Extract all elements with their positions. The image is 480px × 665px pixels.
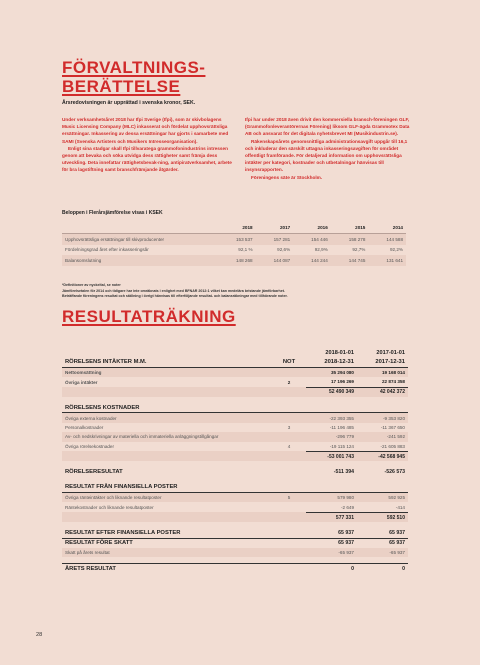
- period2-start: 2017-01-01: [376, 349, 405, 356]
- value-2018: -65 937: [306, 548, 357, 557]
- table-row: [62, 234, 406, 245]
- value-2017: -414: [395, 504, 405, 510]
- page-number: 28: [36, 632, 43, 638]
- currency-note: Årsredovisningen är upprättad i svenska kronor, SEK.: [62, 100, 196, 106]
- value-2017: 65 937: [389, 540, 405, 547]
- value-2017: 19 168 014: [357, 367, 408, 377]
- year-header: 2016: [293, 222, 331, 234]
- financial-total-2018: 577 331: [306, 512, 357, 522]
- value-2018: -511 394: [333, 468, 354, 475]
- value-2018: -11 196 485: [329, 424, 354, 430]
- empty-cell: [62, 348, 272, 357]
- value-2018: 65 937: [338, 540, 354, 547]
- row-label: Övriga externa kostnader: [62, 413, 272, 423]
- value-2018: 65 937: [306, 528, 357, 538]
- cell: 144 244: [293, 255, 331, 266]
- intro-paragraph: Under verksamhetsåret 2018 har Ifpi Sverige (Ifpi), som är skivbolagens Music Licensing Company (MLC) inkasserat och fördelat upphovsrättsliga ersättningar. Inkassering av dessa ersättningar har gjorts i samarbete med SAMI (Svenska Artisters och Musikers Intresseorganisation).: [62, 117, 229, 144]
- value-2017: -21 605 883: [380, 443, 405, 449]
- empty-cell: [272, 451, 306, 461]
- value-2017: 592 925: [357, 493, 408, 503]
- subtotal-row: [62, 451, 408, 461]
- note-ref: [272, 432, 306, 441]
- revenue-total-2018: 52 490 349: [306, 387, 357, 397]
- cell: 131 641: [368, 255, 406, 266]
- table-header-row: [62, 222, 406, 234]
- value-2017: 65 937: [357, 528, 408, 538]
- intro-paragraph: Räkenskapsårets genomsnittliga administrationsavgift uppgår till 16,1 och inkluderar den särskilt uttagna inkasseringsavgiften för området offentligt framförande. För detaljerad information om upphovsrättsliga intäkter per kategori, kostnader och utbetalningar hänvisas till insynsrapporten.: [245, 138, 408, 173]
- empty-cell: [272, 548, 306, 557]
- title-line-1: FÖRVALTNINGS-: [62, 58, 206, 77]
- cell: 154 446: [293, 234, 331, 245]
- intro-right-column: [245, 116, 415, 181]
- result-before-tax-row: [62, 538, 408, 548]
- value-2017: 22 874 358: [382, 379, 405, 385]
- value-2018: 17 196 269: [331, 379, 354, 385]
- table-row: [62, 423, 408, 432]
- period-end-row: [62, 357, 408, 367]
- cost-total-2018: -53 001 743: [306, 451, 357, 461]
- cell: 148 268: [218, 255, 256, 266]
- value-2018: -22 393 355: [306, 413, 357, 423]
- row-label: Räntekostnader och liknande resultatposter: [65, 504, 154, 510]
- value-2017: -526 573: [384, 468, 405, 475]
- subtotal-row: [62, 387, 408, 397]
- row-label: RÖRELSERESULTAT: [65, 468, 123, 475]
- footnote: *Definitioner av nyckeltal, se noter: [62, 283, 121, 287]
- year-header: 2015: [331, 222, 369, 234]
- empty-cell: [272, 528, 306, 538]
- note-ref: 5: [272, 493, 306, 503]
- note-ref: 2: [287, 379, 291, 385]
- section-heading-row: [62, 483, 408, 493]
- note-ref: 4: [287, 443, 291, 449]
- value-2017: -9 353 820: [357, 413, 408, 423]
- intro-paragraph: Ifpi har under 2018 även drivit den kommersiella bransch-föreningen GLF, (Grammofonleverantörernas Förening) liksom GLF-ägda Grammotex Data AB och ansvarat för det digitala nyhetsbrevet MI (Musikindustrin.se).: [245, 117, 410, 137]
- row-label: RESULTAT FÖRE SKATT: [65, 540, 133, 547]
- result-after-financial-row: [62, 528, 408, 538]
- footnote: Jämförelsetalen för 2014 och tidigare har inte omräknats i enlighet med BFNAR 2012:1 vilket kan medelära bristande jämförbarhet.: [62, 288, 285, 293]
- cell: 92,9%: [293, 245, 331, 256]
- costs-heading: RÖRELSENS KOSTNADER: [62, 403, 408, 413]
- row-label: Balansomslutning: [62, 255, 218, 266]
- value-2017: 0: [357, 564, 408, 574]
- revenue-total-2017: 42 042 372: [357, 387, 408, 397]
- empty-cell: [272, 538, 306, 548]
- empty-cell: [62, 512, 272, 522]
- value-2017: -241 592: [357, 432, 408, 441]
- cell: 92,2%: [368, 245, 406, 256]
- table-row: [62, 432, 408, 441]
- table-row: [62, 413, 408, 423]
- note-ref: [272, 502, 306, 512]
- year-header: 2014: [368, 222, 406, 234]
- value-2018: 0: [306, 564, 357, 574]
- note-heading: NOT: [272, 357, 306, 367]
- empty-cell: [272, 467, 306, 476]
- table-row: [62, 245, 406, 256]
- intro-paragraph: Enligt sina stadgar skall Ifpi tillvaratega grammofonindustrins intressen genom att bevaka och söka utvidga dess rättigheter samt främja dess utveckling. Deta innefattar rättighetsbevak-ning, antipiratverksamhet, arbete för bra lagstiftning samt branschfrämjande åtgärder.: [62, 145, 232, 173]
- year-result-row: [62, 564, 408, 574]
- period1-end: 2018-12-31: [306, 357, 357, 367]
- operating-result-row: [62, 467, 408, 476]
- period-start-row: [62, 348, 408, 357]
- multi-year-table: [62, 222, 406, 266]
- empty-cell: [272, 564, 306, 574]
- table-row: [62, 255, 406, 266]
- multi-year-caption: Beloppen i Flerårsjämförelse visas i KSEK: [62, 210, 163, 216]
- header-empty: [62, 222, 218, 234]
- financial-heading: RESULTAT FRÅN FINANSIELLA POSTER: [62, 483, 408, 493]
- intro-left-column: [62, 116, 232, 174]
- empty-cell: [62, 387, 272, 397]
- empty-cell: [272, 387, 306, 397]
- row-label: Övriga ränteintäkter och liknande resultatposter: [62, 493, 272, 503]
- note-ref: 3: [287, 424, 291, 430]
- table-row: [62, 493, 408, 503]
- row-label: Övriga rörelsekostnader: [65, 443, 115, 449]
- cell: 144 087: [256, 255, 294, 266]
- table-row: [62, 502, 408, 512]
- tax-row: [62, 548, 408, 557]
- cell: 158 278: [331, 234, 369, 245]
- cell: 92,1 %: [218, 245, 256, 256]
- cell: 144 745: [331, 255, 369, 266]
- row-label: Av- och nedskrivningar av materiella och immateriella anläggningstillgångar: [62, 432, 272, 441]
- value-2018: -2 649: [340, 504, 354, 510]
- cell: 144 588: [368, 234, 406, 245]
- period1-start: 2018-01-01: [325, 349, 354, 356]
- note-ref: [272, 367, 306, 377]
- row-label: Nettoomsättning: [62, 367, 272, 377]
- cost-total-2017: -42 568 945: [357, 451, 408, 461]
- financial-total-2017: 592 510: [357, 512, 408, 522]
- cell: 92,7%: [331, 245, 369, 256]
- row-label: Övriga intäkter: [65, 379, 98, 385]
- value-2018: 35 294 080: [306, 367, 357, 377]
- empty-cell: [272, 512, 306, 522]
- year-header: 2018: [218, 222, 256, 234]
- value-2018: -296 779: [306, 432, 357, 441]
- row-label: Upphovsrättsliga ersättningar till skivproducenter: [62, 234, 218, 245]
- section-heading-row: [62, 403, 408, 413]
- note-ref: [272, 413, 306, 423]
- income-statement-table: [62, 348, 408, 574]
- row-label: ÅRETS RESULTAT: [62, 564, 272, 574]
- value-2017: -11 367 650: [380, 424, 405, 430]
- revenue-heading: RÖRELSENS INTÄKTER M.M.: [62, 357, 272, 367]
- row-label: Skatt på årets resultat: [62, 548, 272, 557]
- value-2018: -19 115 124: [329, 443, 354, 449]
- empty-cell: [272, 348, 306, 357]
- empty-cell: [62, 451, 272, 461]
- cell: 157 281: [256, 234, 294, 245]
- table-row: [62, 367, 408, 377]
- subtotal-row: [62, 512, 408, 522]
- cell: 153 537: [218, 234, 256, 245]
- period2-end: 2017-12-31: [357, 357, 408, 367]
- intro-paragraph: Föreningens säte är Stockholm.: [251, 174, 323, 180]
- title-line-2: BERÄTTELSE: [62, 77, 181, 96]
- row-label: Fördelningsgrad året efter inkasseringsår: [62, 245, 218, 256]
- cell: 92,6%: [256, 245, 294, 256]
- footnote: Beträffande föreningens resultat och ställning i övrigt hänvisas till efterföljande resultat- och balansräkningar med tillhörande noter.: [62, 294, 288, 299]
- value-2017: -65 937: [357, 548, 408, 557]
- footnotes: [62, 283, 412, 300]
- section-title-resultatrakning: RESULTATRÄKNING: [62, 307, 236, 326]
- value-2018: 579 980: [306, 493, 357, 503]
- section-title-forvaltningsberattelse: [62, 58, 205, 96]
- table-row: [62, 442, 408, 452]
- table-row: [62, 377, 408, 387]
- row-label: RESULTAT EFTER FINANSIELLA POSTER: [62, 528, 272, 538]
- row-label: Personalkostnader: [65, 424, 104, 430]
- year-header: 2017: [256, 222, 294, 234]
